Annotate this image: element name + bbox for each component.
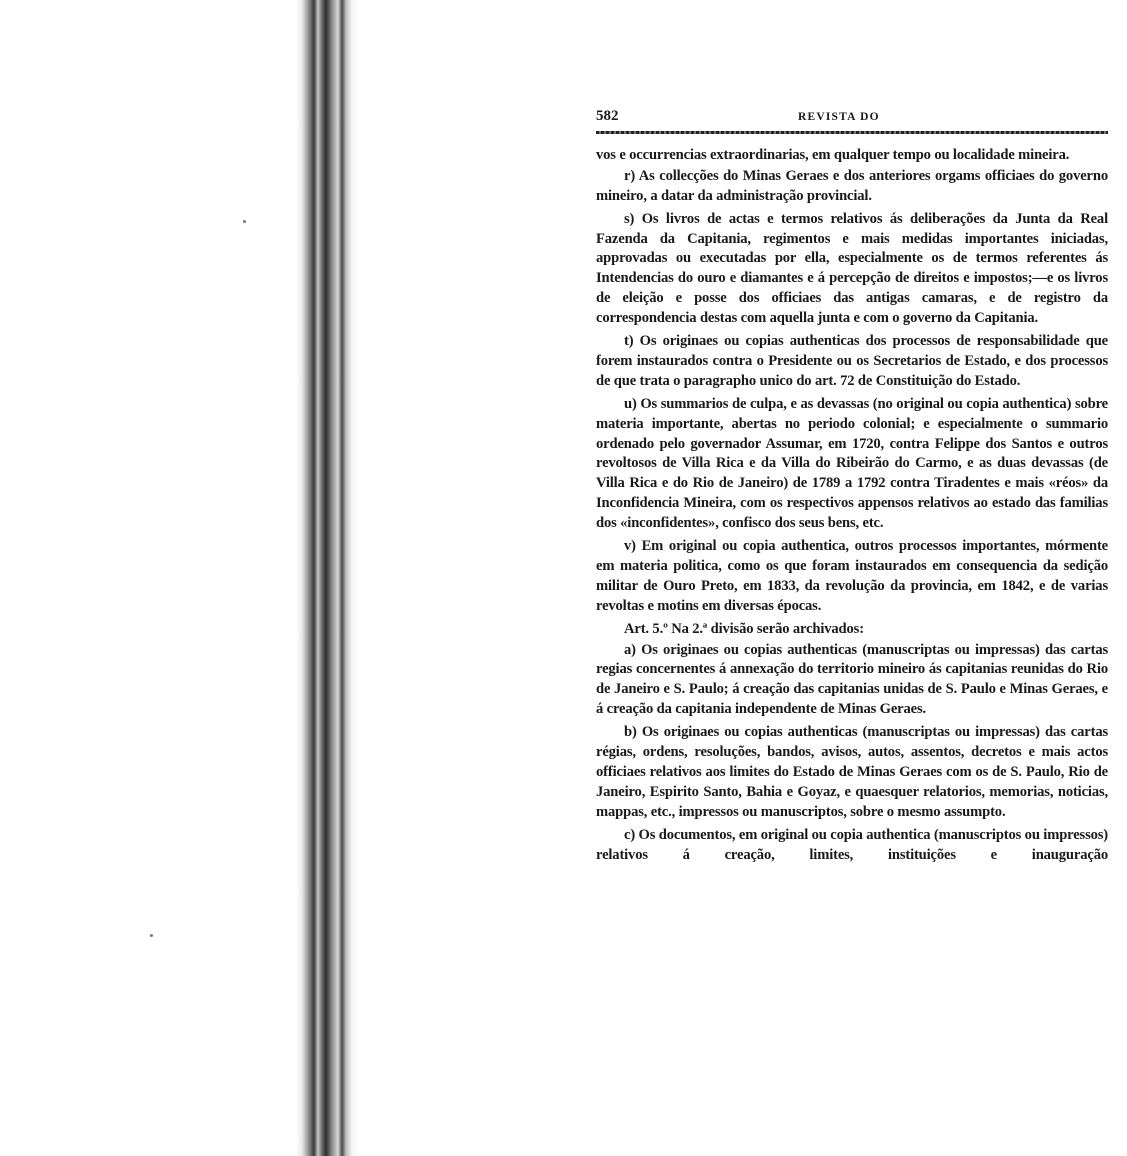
paragraph-a: a) Os originaes ou copias authenticas (manuscriptas ou impressas) das cartas regias concernentes á annexação do territorio mineiro ás capitanias reunidas do Rio de Janeiro e S. Paulo; á creação das capitanias unidas de S. Paulo e Minas Geraes, e á creação da capitania independente de Minas Geraes.	[596, 641, 1108, 718]
running-title: REVISTA DO	[798, 111, 880, 123]
paragraph-s: s) Os livros de actas e termos relativos ás deliberações da Junta da Real Fazenda da Capitania, regimentos e mais medidas importantes iniciadas, approvadas ou executadas por ella, especialmente os de termos referentes ás Intendencias do ouro e diamantes e á percepção de direitos e impostos;—e os livros de eleição e posse dos officiaes das antigas camaras, e de registro da correspondencia destas com aquella junta e com o governo da Capitania.	[596, 210, 1108, 327]
paragraph-c: c) Os documentos, em original ou copia authentica (manuscriptos ou impressos) relativos á creação, limites, instituições e inauguração	[596, 826, 1108, 863]
paragraph-continuation: vos e occurrencias extraordinarias, em qualquer tempo ou localidade mineira.	[596, 147, 1070, 163]
page-body	[596, 146, 1108, 866]
paragraph-r: r) As collecções do Minas Geraes e dos anteriores orgams officiaes do governo mineiro, a datar da administração provincial.	[596, 167, 1108, 204]
header-rule	[596, 131, 1108, 134]
page-number: 582	[596, 108, 619, 124]
paragraph-u: u) Os summarios de culpa, e as devassas (no original ou copia authentica) sobre materia importante, abertas no periodo colonial; e especialmente o summario ordenado pelo governador Assumar, em 1720, contra Felippe dos Santos e outros revoltosos de Villa Rica e da Villa do Ribeirão do Carmo, e as duas devassas (de Villa Rica e do Rio de Janeiro) de 1789 a 1792 contra Tiradentes e mais «réos» da Inconfidencia Mineira, com os respectivos appensos relativos ao estado das familias dos «inconfidentes», confisco dos seus bens, etc.	[596, 395, 1108, 532]
document-page	[596, 108, 1108, 866]
paragraph-t: t) Os originaes ou copias authenticas dos processos de responsabilidade que forem instaurados contra o Presidente ou os Secretarios de Estado, e dos processos de que trata o paragrapho unico do art. 72 de Constituição do Estado.	[596, 333, 1108, 389]
paragraph-b: b) Os originaes ou copias authenticas (manuscriptas ou impressas) das cartas régias, ordens, resoluções, bandos, avisos, autos, assentos, decretos e mais actos officiaes relativos aos limites do Estado de Minas Geraes com os de S. Paulo, Rio de Janeiro, Espirito Santo, Bahia e Goyaz, e quaesquer relatorios, memorias, noticias, mappas, etc., impressos ou manuscriptos, sobre o mesmo assumpto.	[596, 724, 1108, 820]
article-5-heading: Art. 5.º Na 2.ª divisão serão archivados:	[624, 620, 864, 637]
book-spine-shadow	[0, 0, 360, 1156]
paper-speck	[243, 220, 246, 223]
page-header	[596, 108, 1108, 130]
paragraph-v: v) Em original ou copia authentica, outros processos importantes, mórmente em materia politica, como os que foram instaurados em consequencia da sedição militar de Ouro Preto, em 1833, da revolução da provincia, em 1842, e de varias revoltas e motins em diversas épocas.	[596, 538, 1108, 614]
paper-speck	[150, 934, 153, 937]
